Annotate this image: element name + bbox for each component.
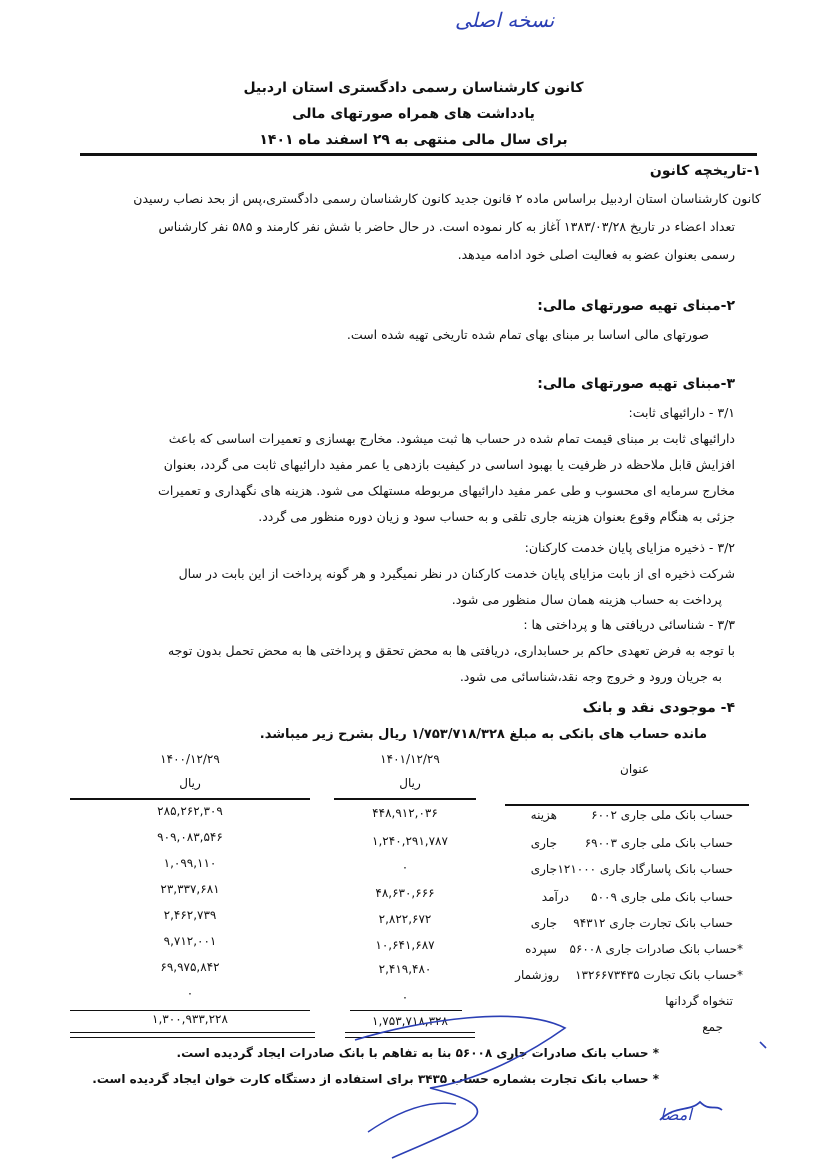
- value-1400: ۹,۷۱۲,۰۰۱: [163, 934, 217, 948]
- section-1-line: کانون کارشناسان استان اردبیل براساس ماده ۲ قانون جدید کانون کارشناسان رسمی دادگستری،پس از بحد نصاب رسیدن: [133, 191, 761, 206]
- account-tag: روزشمار: [515, 968, 559, 982]
- section-3-3-title: ۳/۳ - شناسائی دریافتی ها و پرداختی ها :: [523, 617, 735, 632]
- value-1400: ۱,۰۹۹,۱۱۰: [163, 856, 217, 870]
- footnote: * حساب بانک تجارت بشماره حساب ۳۴۳۵ برای استفاده از دستگاه کارت خوان ایجاد گردیده است.: [92, 1072, 659, 1086]
- value-1401: ۲,۸۲۲,۶۷۲: [378, 912, 432, 926]
- col-1400-unit: ریال: [179, 776, 201, 790]
- handwritten-original-note: نسخه اصلی: [455, 8, 555, 32]
- section-1-heading: ۱-تاریخچه کانون: [649, 163, 761, 179]
- col-1401-date: ۱۴۰۱/۱۲/۲۹: [380, 752, 440, 766]
- account-tag: جاری: [530, 916, 557, 930]
- account-name: حساب بانک پاسارگاد جاری ۱۲۱۰۰۰: [557, 862, 733, 876]
- value-1400: ۲,۴۶۲,۷۳۹: [163, 908, 217, 922]
- value-1400: ۹۰۹,۰۸۳,۵۴۶: [157, 830, 223, 844]
- account-name: *حساب بانک صادرات جاری ۵۶۰۰۸: [569, 942, 743, 956]
- handwritten-signature: امضا: [660, 1105, 692, 1124]
- account-name: حساب بانک تجارت جاری ۹۴۳۱۲: [573, 916, 733, 930]
- value-1401: ۴۸,۶۳۰,۶۶۶: [375, 886, 435, 900]
- section-4-heading: ۴- موجودی نقد و بانک: [582, 700, 735, 716]
- account-name: حساب بانک ملی جاری ۶۰۰۲: [591, 808, 733, 822]
- account-tag: جاری: [530, 836, 557, 850]
- value-1400: ۰: [186, 986, 194, 1000]
- value-1401: ۰: [401, 990, 409, 1004]
- value-1401: ۴۴۸,۹۱۲,۰۳۶: [372, 806, 438, 820]
- value-1400: ۲۸۵,۲۶۲,۳۰۹: [157, 804, 223, 818]
- total-label: جمع: [702, 1020, 723, 1034]
- section-3-2-line: شرکت ذخیره ای از بابت مزایای پایان خدمت کارکنان در نظر نمیگیرد و هر گونه پرداخت از این بابت در سال: [178, 566, 735, 581]
- account-tag: جاری: [530, 862, 557, 876]
- col-1400-date: ۱۴۰۰/۱۲/۲۹: [160, 752, 220, 766]
- total-1400: ۱,۳۰۰,۹۳۳,۲۲۸: [152, 1012, 228, 1026]
- account-tag: درآمد: [541, 890, 569, 904]
- section-3-2-title: ۳/۲ - ذخیره مزایای پایان خدمت کارکنان:: [524, 540, 735, 555]
- value-1401: ۲,۴۱۹,۴۸۰: [378, 962, 432, 976]
- account-name: حساب بانک ملی جاری ۶۹۰۰۳: [584, 836, 733, 850]
- value-1401: ۰: [401, 860, 409, 874]
- section-3-1-title: ۳/۱ - دارائیهای ثابت:: [628, 405, 735, 420]
- value-1400: ۶۹,۹۷۵,۸۴۲: [160, 960, 220, 974]
- section-3-3-line: با توجه به فرض تعهدی حاکم بر حسابداری، دریافتی ها به محض تحقق و پرداختی ها به محض تحمل بدون توجه: [167, 643, 735, 658]
- col-title-label: عنوان: [620, 762, 650, 776]
- value-1400: ۲۳,۳۳۷,۶۸۱: [160, 882, 220, 896]
- section-3-1-line: مخارج سرمایه ای محسوب و طی عمر مفید دارائیهای مربوطه مستهلک می شود. هزینه های نگهداری و تعمیرات: [158, 483, 735, 498]
- fiscal-period: برای سال مالی منتهی به ۲۹ اسفند ماه ۱۴۰۱: [259, 132, 568, 148]
- section-3-2-line: پرداخت به حساب هزینه همان سال منظور می شود.: [451, 592, 722, 607]
- section-3-1-line: جزئی به هنگام وقوع بعنوان هزینه جاری تلقی و به حساب سود و زیان دوره منظور می گردد.: [258, 509, 735, 524]
- section-2-heading: ۲-مبنای تهیه صورتهای مالی:: [537, 298, 735, 314]
- section-1-line: رسمی بعنوان عضو به فعالیت اصلی خود ادامه میدهد.: [457, 247, 735, 262]
- footnote: * حساب بانک صادرات جاری ۵۶۰۰۸ بنا به تفاهم با بانک صادرات ایجاد گردیده است.: [176, 1046, 659, 1060]
- section-3-3-line: به جریان ورود و خروج وجه نقد،شناسائی می شود.: [459, 669, 722, 684]
- value-1401: ۱۰,۶۴۱,۶۸۷: [375, 938, 435, 952]
- section-4-intro: مانده حساب های بانکی به مبلغ ۱/۷۵۳/۷۱۸/۳۲۸ ریال بشرح زیر میباشد.: [259, 727, 707, 742]
- account-name: *حساب بانک تجارت ۱۳۲۶۶۷۳۴۳۵: [575, 968, 743, 982]
- account-name: تنخواه گردانها: [665, 994, 733, 1008]
- section-3-heading: ۳-مبنای تهیه صورتهای مالی:: [537, 376, 735, 392]
- col-1401-unit: ریال: [399, 776, 421, 790]
- section-2-line: صورتهای مالی اساسا بر مبنای بهای تمام شده تاریخی تهیه شده است.: [346, 327, 709, 342]
- section-3-1-line: افزایش قابل ملاحظه در ظرفیت یا بهبود اساسی در کیفیت بازدهی یا عمر مفید دارائیهای ثابت می گردد، بعنوان: [163, 457, 735, 472]
- value-1401: ۱,۲۴۰,۲۹۱,۷۸۷: [372, 834, 448, 848]
- account-tag: هزینه: [530, 808, 557, 822]
- total-1401: ۱,۷۵۳,۷۱۸,۳۲۸: [372, 1014, 448, 1028]
- doc-subtitle: یادداشت های همراه صورتهای مالی: [292, 106, 535, 122]
- account-name: حساب بانک ملی جاری ۵۰۰۹: [591, 890, 733, 904]
- org-name: کانون کارشناسان رسمی دادگستری استان اردبیل: [243, 80, 584, 96]
- section-3-1-line: دارائیهای ثابت بر مبنای قیمت تمام شده در حساب ها ثبت میشود. مخارج بهسازی و تعمیرات اساسی که باعث: [168, 431, 735, 446]
- section-1-line: تعداد اعضاء در تاریخ ۱۳۸۳/۰۳/۲۸ آغاز به کار نموده است. در حال حاضر با شش نفر کارمند و ۵۸۵ نفر کارشناس: [158, 219, 735, 234]
- account-tag: سپرده: [525, 942, 557, 956]
